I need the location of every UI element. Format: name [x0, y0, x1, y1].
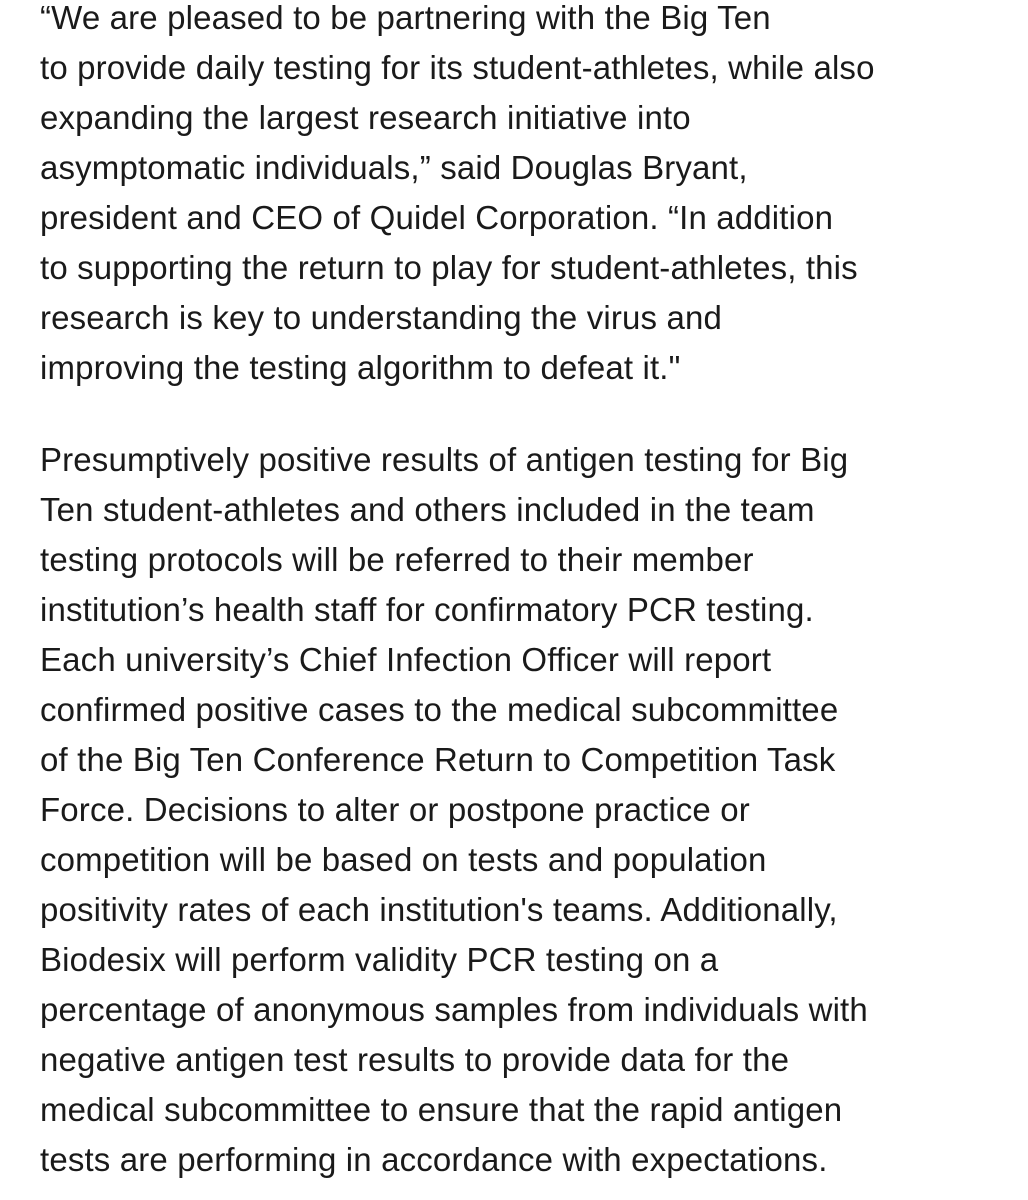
text-line: “We are pleased to be partnering with the Big Ten: [40, 0, 771, 36]
text-line: institution’s health staff for confirmatory PCR testing.: [40, 591, 814, 628]
text-line: medical subcommittee to ensure that the rapid antigen: [40, 1091, 843, 1128]
text-line: to provide daily testing for its student-athletes, while also: [40, 49, 875, 86]
text-line: to supporting the return to play for student-athletes, this: [40, 249, 858, 286]
text-line: Biodesix will perform validity PCR testing on a: [40, 941, 719, 978]
text-line: research is key to understanding the virus and: [40, 299, 722, 336]
text-line: negative antigen test results to provide data for the: [40, 1041, 790, 1078]
document-body: [40, 0, 1015, 1185]
text-line: competition will be based on tests and population: [40, 841, 767, 878]
text-line: Ten student-athletes and others included in the team: [40, 491, 815, 528]
testing-protocol-paragraph: [40, 435, 1015, 1185]
text-line: of the Big Ten Conference Return to Competition Task: [40, 741, 836, 778]
text-line: testing protocols will be referred to their member: [40, 541, 754, 578]
quote-paragraph: [40, 0, 1015, 393]
text-line: improving the testing algorithm to defeat it.": [40, 349, 681, 386]
text-line: expanding the largest research initiative into: [40, 99, 691, 136]
text-line: confirmed positive cases to the medical subcommittee: [40, 691, 839, 728]
text-line: asymptomatic individuals,” said Douglas Bryant,: [40, 149, 748, 186]
text-line: Each university’s Chief Infection Officer will report: [40, 641, 772, 678]
text-line: president and CEO of Quidel Corporation. “In addition: [40, 199, 834, 236]
text-line: percentage of anonymous samples from individuals with: [40, 991, 868, 1028]
text-line: Presumptively positive results of antigen testing for Big: [40, 441, 849, 478]
text-line: Force. Decisions to alter or postpone practice or: [40, 791, 750, 828]
text-line: positivity rates of each institution's teams. Additionally,: [40, 891, 838, 928]
text-line: tests are performing in accordance with expectations.: [40, 1141, 828, 1178]
